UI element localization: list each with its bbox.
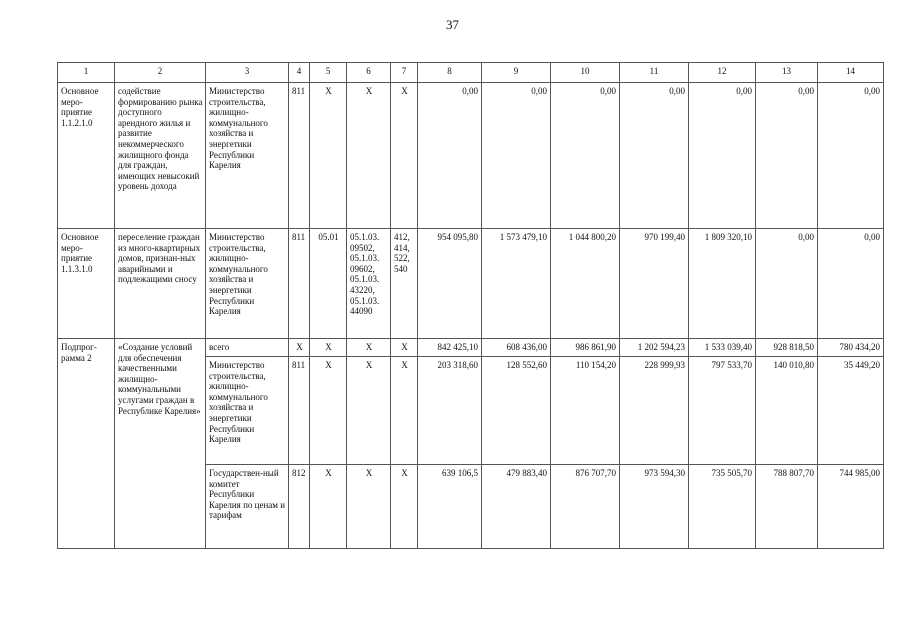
target-article-cell: X [347, 339, 391, 357]
budget-table [57, 62, 884, 549]
executor-cell: Министерство строительства, жилищно-коммунального хозяйства и энергетики Республики Карелия [206, 229, 289, 339]
activity-code-cell: Основное меро-приятие 1.1.2.1.0 [58, 83, 115, 229]
grbs-cell: 811 [289, 83, 310, 229]
amount-cell: 1 533 039,40 [689, 339, 756, 357]
expense-type-cell: X [391, 357, 418, 465]
amount-cell: 0,00 [756, 83, 818, 229]
executor-cell: всего [206, 339, 289, 357]
amount-cell: 970 199,40 [620, 229, 689, 339]
amount-cell: 1 044 800,20 [551, 229, 620, 339]
header-cell: 5 [310, 63, 347, 83]
header-cell: 12 [689, 63, 756, 83]
grbs-cell: 812 [289, 465, 310, 549]
header-cell: 4 [289, 63, 310, 83]
header-cell: 9 [482, 63, 551, 83]
section-cell: X [310, 83, 347, 229]
amount-cell: 0,00 [756, 229, 818, 339]
header-cell: 13 [756, 63, 818, 83]
amount-cell: 128 552,60 [482, 357, 551, 465]
amount-cell: 140 010,80 [756, 357, 818, 465]
activity-name-cell: переселение граждан из много-квартирных домов, признан-ных аварийными и подлежащими сносу [115, 229, 206, 339]
executor-cell: Государствен-ный комитет Республики Карелия по ценам и тарифам [206, 465, 289, 549]
amount-cell: 797 533,70 [689, 357, 756, 465]
target-article-cell: X [347, 465, 391, 549]
expense-type-cell: X [391, 83, 418, 229]
amount-cell: 0,00 [620, 83, 689, 229]
expense-type-cell: X [391, 339, 418, 357]
activity-name-cell: «Создание условий для обеспечения качественными жилищно-коммунальными услугами граждан в Республике Карелия» [115, 339, 206, 549]
grbs-cell: X [289, 339, 310, 357]
amount-cell: 744 985,00 [818, 465, 884, 549]
amount-cell: 0,00 [818, 83, 884, 229]
target-article-cell: X [347, 357, 391, 465]
target-article-cell: 05.1.03. 09502, 05.1.03. 09602, 05.1.03. 43220, 05.1.03. 44090 [347, 229, 391, 339]
amount-cell: 0,00 [551, 83, 620, 229]
amount-cell: 203 318,60 [418, 357, 482, 465]
header-cell: 1 [58, 63, 115, 83]
section-cell: X [310, 339, 347, 357]
grbs-cell: 811 [289, 229, 310, 339]
header-cell: 8 [418, 63, 482, 83]
amount-cell: 954 095,80 [418, 229, 482, 339]
target-article-cell: X [347, 83, 391, 229]
amount-cell: 876 707,70 [551, 465, 620, 549]
header-cell: 3 [206, 63, 289, 83]
amount-cell: 788 807,70 [756, 465, 818, 549]
page-number: 37 [446, 17, 459, 32]
table-row [58, 83, 884, 229]
amount-cell: 735 505,70 [689, 465, 756, 549]
amount-cell: 608 436,00 [482, 339, 551, 357]
header-row [58, 63, 884, 83]
header-cell: 10 [551, 63, 620, 83]
expense-type-cell: 412, 414, 522, 540 [391, 229, 418, 339]
table-row [58, 229, 884, 339]
header-cell: 6 [347, 63, 391, 83]
amount-cell: 1 809 320,10 [689, 229, 756, 339]
amount-cell: 479 883,40 [482, 465, 551, 549]
section-cell: X [310, 465, 347, 549]
amount-cell: 986 861,90 [551, 339, 620, 357]
amount-cell: 228 999,93 [620, 357, 689, 465]
amount-cell: 0,00 [418, 83, 482, 229]
executor-cell: Министерство строительства, жилищно-коммунального хозяйства и энергетики Республики Карелия [206, 357, 289, 465]
amount-cell: 0,00 [818, 229, 884, 339]
amount-cell: 0,00 [689, 83, 756, 229]
amount-cell: 110 154,20 [551, 357, 620, 465]
amount-cell: 1 573 479,10 [482, 229, 551, 339]
amount-cell: 928 818,50 [756, 339, 818, 357]
header-cell: 11 [620, 63, 689, 83]
grbs-cell: 811 [289, 357, 310, 465]
amount-cell: 780 434,20 [818, 339, 884, 357]
table-row [58, 339, 884, 357]
amount-cell: 973 594,30 [620, 465, 689, 549]
activity-code-cell: Основное меро-приятие 1.1.3.1.0 [58, 229, 115, 339]
executor-cell: Министерство строительства, жилищно-коммунального хозяйства и энергетики Республики Карелия [206, 83, 289, 229]
section-cell: 05.01 [310, 229, 347, 339]
activity-code-cell: Подпрог-рамма 2 [58, 339, 115, 549]
amount-cell: 842 425,10 [418, 339, 482, 357]
expense-type-cell: X [391, 465, 418, 549]
amount-cell: 0,00 [482, 83, 551, 229]
section-cell: X [310, 357, 347, 465]
amount-cell: 639 106,5 [418, 465, 482, 549]
header-cell: 14 [818, 63, 884, 83]
activity-name-cell: содействие формированию рынка доступного арендного жилья и развитие некоммерческого жилищного фонда для граждан, имеющих невысокий уровень дохода [115, 83, 206, 229]
amount-cell: 35 449,20 [818, 357, 884, 465]
header-cell: 7 [391, 63, 418, 83]
header-cell: 2 [115, 63, 206, 83]
amount-cell: 1 202 594,23 [620, 339, 689, 357]
